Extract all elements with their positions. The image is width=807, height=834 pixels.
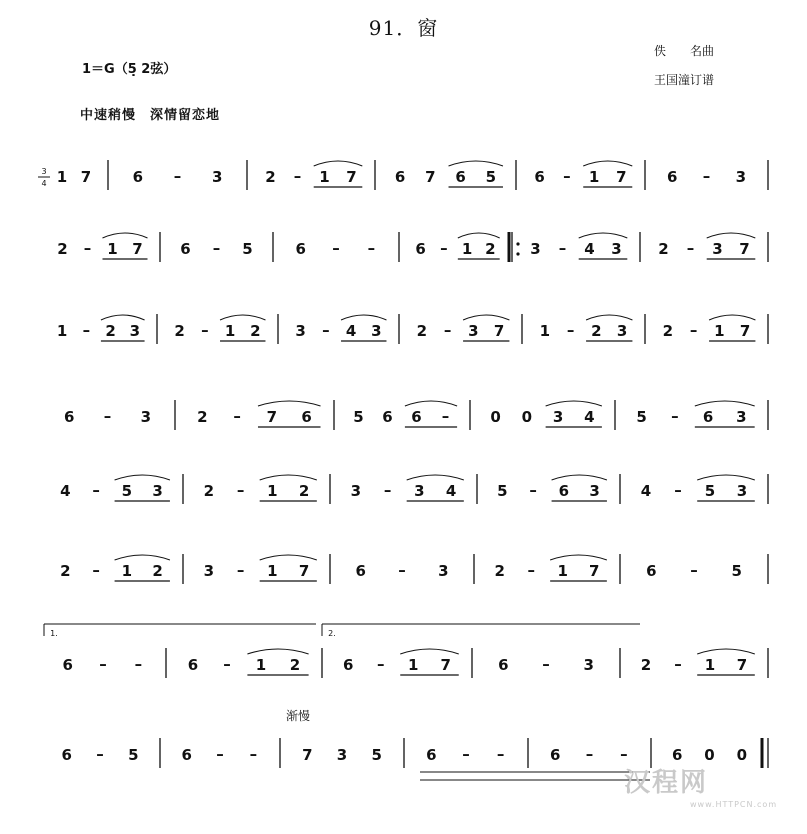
jianpu-note: 6 xyxy=(455,168,466,186)
jianpu-note: 1 xyxy=(588,168,600,186)
jianpu-note: 3 xyxy=(203,562,215,580)
dash-note: – xyxy=(83,239,92,257)
time-signature-top: 3 xyxy=(41,167,47,176)
dash-note: – xyxy=(686,239,695,257)
jianpu-note: 7 xyxy=(616,168,627,186)
slur xyxy=(550,555,607,560)
dash-note: – xyxy=(216,745,224,763)
jianpu-note: 3 xyxy=(140,408,152,426)
slur xyxy=(220,315,265,320)
jianpu-note: 7 xyxy=(425,168,436,186)
jianpu-note: 1 xyxy=(267,562,278,580)
jianpu-note: 3 xyxy=(152,482,163,500)
jianpu-note: 2 xyxy=(658,240,669,258)
jianpu-note: 1 xyxy=(319,168,330,186)
slur xyxy=(697,475,755,480)
jianpu-note: 7 xyxy=(736,656,748,674)
jianpu-note: 6 xyxy=(671,746,683,764)
jianpu-note: 1 xyxy=(557,562,568,580)
repeat-dot xyxy=(516,242,519,245)
jianpu-note: 6 xyxy=(355,562,366,580)
jianpu-note: 6 xyxy=(558,482,570,500)
jianpu-note: 7 xyxy=(132,240,143,258)
jianpu-note: 2 xyxy=(494,562,505,580)
dash-note: – xyxy=(332,239,340,257)
slur xyxy=(405,401,457,406)
slur xyxy=(247,649,308,654)
jianpu-note: 4 xyxy=(584,240,595,258)
jianpu-note: 1 xyxy=(107,240,118,258)
jianpu-note: 2 xyxy=(105,322,116,340)
jianpu-note: 3 xyxy=(468,322,479,340)
jianpu-note: 3 xyxy=(129,322,141,340)
dash-note: – xyxy=(690,561,698,579)
slur xyxy=(552,475,607,480)
jianpu-note: 3 xyxy=(438,562,449,580)
dash-note: – xyxy=(585,745,594,763)
jianpu-note: 7 xyxy=(739,240,750,258)
jianpu-note: 0 xyxy=(490,408,501,426)
jianpu-note: 3 xyxy=(371,322,382,340)
jianpu-note: 5 xyxy=(704,482,716,500)
dash-note: – xyxy=(671,407,679,425)
jianpu-note: 3 xyxy=(736,408,747,426)
jianpu-note: 2 xyxy=(485,240,496,258)
jianpu-note: 2 xyxy=(265,168,276,186)
jianpu-note: 2 xyxy=(591,322,602,340)
jianpu-note: 1 xyxy=(461,240,473,258)
dash-note: – xyxy=(440,239,448,257)
slur xyxy=(407,475,464,480)
jianpu-note: 1 xyxy=(267,482,278,500)
dash-note: – xyxy=(134,655,143,673)
dash-note: – xyxy=(92,561,100,579)
time-signature-bottom: 4 xyxy=(41,179,47,188)
dash-note: – xyxy=(212,239,221,257)
slur xyxy=(314,161,363,166)
jianpu-note: 3 xyxy=(736,482,748,500)
slur xyxy=(115,475,170,480)
piece-title: 91．窗 xyxy=(368,16,439,40)
slur xyxy=(449,161,503,166)
dash-note: – xyxy=(566,321,575,339)
slur xyxy=(695,401,755,406)
slur xyxy=(583,161,632,166)
jianpu-note: 3 xyxy=(350,482,362,500)
jianpu-note: 6 xyxy=(549,746,561,764)
jianpu-note: 1 xyxy=(255,656,267,674)
watermark-logo: 汉程网 xyxy=(624,768,709,798)
jianpu-note: 7 xyxy=(739,322,751,340)
jianpu-note: 7 xyxy=(346,168,357,186)
jianpu-note: 6 xyxy=(295,240,306,258)
jianpu-note: 1 xyxy=(224,322,236,340)
dash-note: – xyxy=(529,481,537,499)
slur xyxy=(400,649,459,654)
jianpu-note: 3 xyxy=(211,168,223,186)
jianpu-note: 5 xyxy=(128,746,139,764)
dash-note: – xyxy=(236,561,245,579)
dash-note: – xyxy=(674,481,682,499)
jianpu-note: 3 xyxy=(295,322,306,340)
jianpu-note: 2 xyxy=(289,656,301,674)
dash-note: – xyxy=(233,407,241,425)
dash-note: – xyxy=(527,561,535,579)
jianpu-note: 6 xyxy=(61,746,72,764)
jianpu-note: 3 xyxy=(735,168,747,186)
jianpu-note: 1 xyxy=(539,322,551,340)
jianpu-note: 7 xyxy=(266,408,278,426)
jianpu-note: 3 xyxy=(611,240,622,258)
jianpu-note: 6 xyxy=(301,408,312,426)
jianpu-note: 5 xyxy=(121,482,133,500)
dash-note: – xyxy=(249,745,258,763)
dash-note: – xyxy=(201,321,209,339)
jianpu-note: 0 xyxy=(736,746,748,764)
jianpu-note: 3 xyxy=(552,408,564,426)
dash-note: – xyxy=(542,655,550,673)
jianpu-note: 5 xyxy=(353,408,364,426)
slur xyxy=(115,555,170,560)
jianpu-note: 5 xyxy=(485,168,497,186)
jianpu-note: 3 xyxy=(583,656,594,674)
jianpu-note: 6 xyxy=(62,656,73,674)
dash-note: – xyxy=(702,167,711,185)
dash-note: – xyxy=(674,655,682,673)
arranger-credit: 王国潼订谱 xyxy=(654,73,715,87)
jianpu-note: 6 xyxy=(187,656,199,674)
jianpu-note: 6 xyxy=(534,168,545,186)
jianpu-note: 7 xyxy=(302,746,313,764)
jianpu-note: 1 xyxy=(714,322,725,340)
dash-note: – xyxy=(223,655,231,673)
jianpu-note: 2 xyxy=(203,482,215,500)
dash-note: – xyxy=(558,239,567,257)
volta-label-1: 1. xyxy=(50,629,58,638)
jianpu-note: 6 xyxy=(132,168,144,186)
jianpu-note: 3 xyxy=(530,240,541,258)
jianpu-note: 3 xyxy=(712,240,723,258)
jianpu-note: 3 xyxy=(336,746,348,764)
dash-note: – xyxy=(620,745,628,763)
slur xyxy=(341,315,386,320)
jianpu-note: 2 xyxy=(298,482,310,500)
dash-note: – xyxy=(96,745,104,763)
dash-note: – xyxy=(377,655,385,673)
dash-note: – xyxy=(398,561,406,579)
jianpu-note: 5 xyxy=(242,240,253,258)
jianpu-note: 6 xyxy=(646,562,657,580)
slur xyxy=(707,233,756,238)
jianpu-note: 2 xyxy=(662,322,674,340)
jianpu-note: 2 xyxy=(197,408,208,426)
dash-note: – xyxy=(99,655,107,673)
jianpu-note: 6 xyxy=(666,168,678,186)
jianpu-note: 7 xyxy=(298,562,310,580)
slur xyxy=(546,401,602,406)
jianpu-note: 4 xyxy=(445,482,457,500)
dash-note: – xyxy=(293,167,302,185)
jianpu-note: 6 xyxy=(394,168,406,186)
repeat-dot xyxy=(516,252,519,255)
dash-note: – xyxy=(173,167,182,185)
slur xyxy=(709,315,755,320)
jianpu-note: 0 xyxy=(704,746,715,764)
jianpu-note: 7 xyxy=(493,322,505,340)
jianpu-note: 1 xyxy=(408,656,419,674)
jianpu-note: 6 xyxy=(382,408,393,426)
dash-note: – xyxy=(441,407,450,425)
slur xyxy=(697,649,755,654)
slur xyxy=(579,233,628,238)
jianpu-note: 4 xyxy=(345,322,357,340)
dash-note: – xyxy=(689,321,698,339)
jianpu-note: 6 xyxy=(411,408,422,426)
jianpu-note: 7 xyxy=(440,656,451,674)
jianpu-note: 5 xyxy=(497,482,508,500)
jianpu-note: 6 xyxy=(426,746,437,764)
watermark-url: www.HTTPCN.com xyxy=(690,800,778,809)
dash-note: – xyxy=(496,745,505,763)
tempo-marking: 中速稍慢 深情留恋地 xyxy=(80,108,221,123)
jianpu-note: 6 xyxy=(415,240,426,258)
slur xyxy=(458,233,500,238)
key-signature: 1＝G（5̣ 2弦） xyxy=(82,62,177,77)
jianpu-note: 1 xyxy=(56,168,68,186)
volta-label-2: 2. xyxy=(328,629,336,638)
jianpu-note: 6 xyxy=(63,408,75,426)
jianpu-note: 2 xyxy=(57,240,68,258)
jianpu-note: 1 xyxy=(56,322,68,340)
jianpu-note: 6 xyxy=(181,746,192,764)
jianpu-note: 3 xyxy=(616,322,628,340)
jianpu-note: 6 xyxy=(180,240,191,258)
dash-note: – xyxy=(563,167,571,185)
jianpu-note: 2 xyxy=(416,322,428,340)
jianpu-note: 1 xyxy=(704,656,716,674)
jianpu-note: 7 xyxy=(80,168,92,186)
jianpu-note: 4 xyxy=(640,482,652,500)
dash-note: – xyxy=(82,321,91,339)
jianpu-note: 6 xyxy=(702,408,714,426)
dash-note: – xyxy=(383,481,392,499)
slur xyxy=(103,233,148,238)
jianpu-note: 0 xyxy=(521,408,533,426)
jianpu-note: 2 xyxy=(174,322,185,340)
dash-note: – xyxy=(92,481,100,499)
jianpu-note: 5 xyxy=(731,562,742,580)
jianpu-note: 4 xyxy=(584,408,595,426)
jianpu-note: 5 xyxy=(371,746,382,764)
dash-note: – xyxy=(103,407,112,425)
slur xyxy=(260,555,317,560)
composer-credit: 佚 名曲 xyxy=(654,44,715,58)
dash-note: – xyxy=(322,321,330,339)
jianpu-note: 2 xyxy=(250,322,261,340)
jianpu-note: 6 xyxy=(498,656,509,674)
slur xyxy=(586,315,632,320)
jianpu-note: 5 xyxy=(636,408,647,426)
jianpu-note: 3 xyxy=(414,482,425,500)
jianpu-note: 2 xyxy=(152,562,163,580)
slur xyxy=(260,475,317,480)
jianpu-note: 4 xyxy=(60,482,71,500)
dash-note: – xyxy=(367,239,376,257)
jianpu-note: 3 xyxy=(589,482,600,500)
jianpu-note: 2 xyxy=(60,562,71,580)
dash-note: – xyxy=(236,481,245,499)
jianpu-note: 2 xyxy=(640,656,652,674)
slur xyxy=(463,315,509,320)
jianpu-note: 7 xyxy=(589,562,600,580)
slur xyxy=(101,315,145,320)
jianpu-note: 6 xyxy=(343,656,354,674)
ritardando-cue: 渐慢 xyxy=(286,709,311,723)
dash-note: – xyxy=(443,321,452,339)
slur xyxy=(258,401,321,406)
jianpu-note: 1 xyxy=(121,562,133,580)
dash-note: – xyxy=(462,745,470,763)
